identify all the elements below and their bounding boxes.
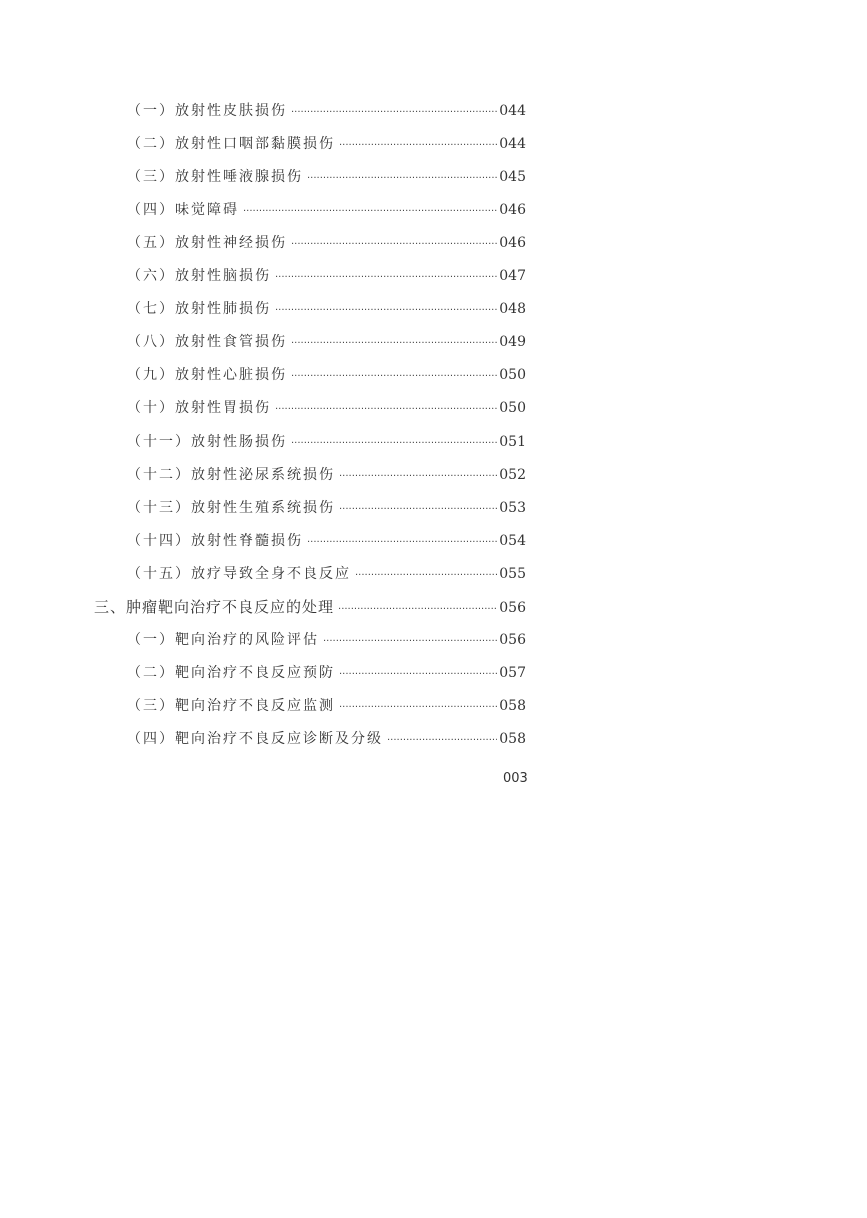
toc-entry-page: 046 — [499, 235, 526, 251]
toc-entry-title: （二）放射性口咽部黏膜损伤 — [127, 136, 335, 152]
toc-dot-leader — [291, 433, 497, 455]
toc-entry[interactable] — [127, 563, 526, 585]
toc-entry-page: 050 — [499, 400, 526, 416]
toc-entry-title: （十二）放射性泌尿系统损伤 — [127, 467, 335, 483]
toc-dot-leader — [291, 102, 497, 124]
toc-entry[interactable] — [127, 497, 526, 519]
toc-entry-title: （四）靶向治疗不良反应诊断及分级 — [127, 731, 383, 747]
toc-dot-leader — [291, 333, 497, 355]
toc-section-title: 三、肿瘤靶向治疗不良反应的处理 — [94, 598, 335, 616]
toc-dot-leader — [339, 466, 497, 488]
toc-entry-title: （十五）放疗导致全身不良反应 — [127, 566, 351, 582]
toc-entry-title: （三）放射性唾液腺损伤 — [127, 169, 303, 185]
toc-entry-page: 046 — [499, 202, 526, 218]
toc-entry[interactable] — [127, 629, 526, 651]
toc-entry-page: 048 — [499, 301, 526, 317]
toc-dot-leader — [275, 300, 497, 322]
toc-dot-leader — [339, 664, 497, 686]
toc-entry[interactable] — [127, 199, 526, 221]
toc-entry-page: 054 — [499, 533, 526, 549]
toc-entry-page: 050 — [499, 367, 526, 383]
toc-entry[interactable] — [127, 431, 526, 453]
toc-entry-title: （六）放射性脑损伤 — [127, 268, 271, 284]
toc-entry-page: 044 — [499, 103, 526, 119]
toc-dot-leader — [291, 234, 497, 256]
toc-entry-page: 052 — [499, 467, 526, 483]
toc-dot-leader — [275, 399, 497, 421]
toc-entry[interactable] — [127, 397, 526, 419]
toc-entry[interactable] — [127, 331, 526, 353]
toc-dot-leader — [307, 532, 497, 554]
page-number: 003 — [503, 771, 528, 786]
toc-dot-leader — [275, 267, 497, 289]
toc-dot-leader — [339, 499, 497, 521]
toc-entry-title: （八）放射性食管损伤 — [127, 334, 287, 350]
toc-entry[interactable] — [127, 298, 526, 320]
toc-entry-page: 058 — [499, 698, 526, 714]
toc-entry-page: 044 — [499, 136, 526, 152]
toc-entry-title: （四）味觉障碍 — [127, 202, 239, 218]
toc-entry[interactable] — [127, 265, 526, 287]
toc-entry[interactable] — [127, 364, 526, 386]
toc-entry[interactable] — [127, 232, 526, 254]
toc-entry-page: 049 — [499, 334, 526, 350]
toc-dot-leader — [387, 730, 497, 752]
toc-section-entry[interactable] — [94, 596, 526, 618]
toc-dot-leader — [291, 366, 497, 388]
toc-entry[interactable] — [127, 530, 526, 552]
toc-entry-title: （三）靶向治疗不良反应监测 — [127, 698, 335, 714]
toc-dot-leader — [338, 599, 497, 621]
toc-entry-page: 047 — [499, 268, 526, 284]
toc-entry-title: （一）放射性皮肤损伤 — [127, 103, 287, 119]
toc-entry-title: （七）放射性肺损伤 — [127, 301, 271, 317]
toc-entry-title: （九）放射性心脏损伤 — [127, 367, 287, 383]
toc-entry[interactable] — [127, 728, 526, 750]
toc-entry-title: （十三）放射性生殖系统损伤 — [127, 500, 335, 516]
toc-entry-page: 056 — [499, 632, 526, 648]
toc-entry-page: 045 — [499, 169, 526, 185]
toc-entry[interactable] — [127, 133, 526, 155]
toc-entry[interactable] — [127, 662, 526, 684]
toc-entry[interactable] — [127, 100, 526, 122]
toc-dot-leader — [339, 697, 497, 719]
toc-dot-leader — [323, 631, 497, 653]
toc-entry-title: （五）放射性神经损伤 — [127, 235, 287, 251]
toc-entry[interactable] — [127, 166, 526, 188]
toc-entry-title: （二）靶向治疗不良反应预防 — [127, 665, 335, 681]
toc-entry-title: （十四）放射性脊髓损伤 — [127, 533, 303, 549]
toc-entry-page: 057 — [499, 665, 526, 681]
toc-entry-page: 058 — [499, 731, 526, 747]
toc-entry-page: 051 — [499, 434, 526, 450]
toc-entry[interactable] — [127, 464, 526, 486]
toc-entry-page: 056 — [499, 600, 526, 616]
toc-entry-page: 055 — [499, 566, 526, 582]
toc-dot-leader — [243, 201, 497, 223]
toc-dot-leader — [355, 565, 497, 587]
toc-entry-title: （十一）放射性肠损伤 — [127, 434, 287, 450]
toc-entry-title: （十）放射性胃损伤 — [127, 400, 271, 416]
toc-dot-leader — [307, 168, 497, 190]
toc-entry-title: （一）靶向治疗的风险评估 — [127, 632, 319, 648]
toc-entry[interactable] — [127, 695, 526, 717]
toc-dot-leader — [339, 135, 497, 157]
toc-entry-page: 053 — [499, 500, 526, 516]
